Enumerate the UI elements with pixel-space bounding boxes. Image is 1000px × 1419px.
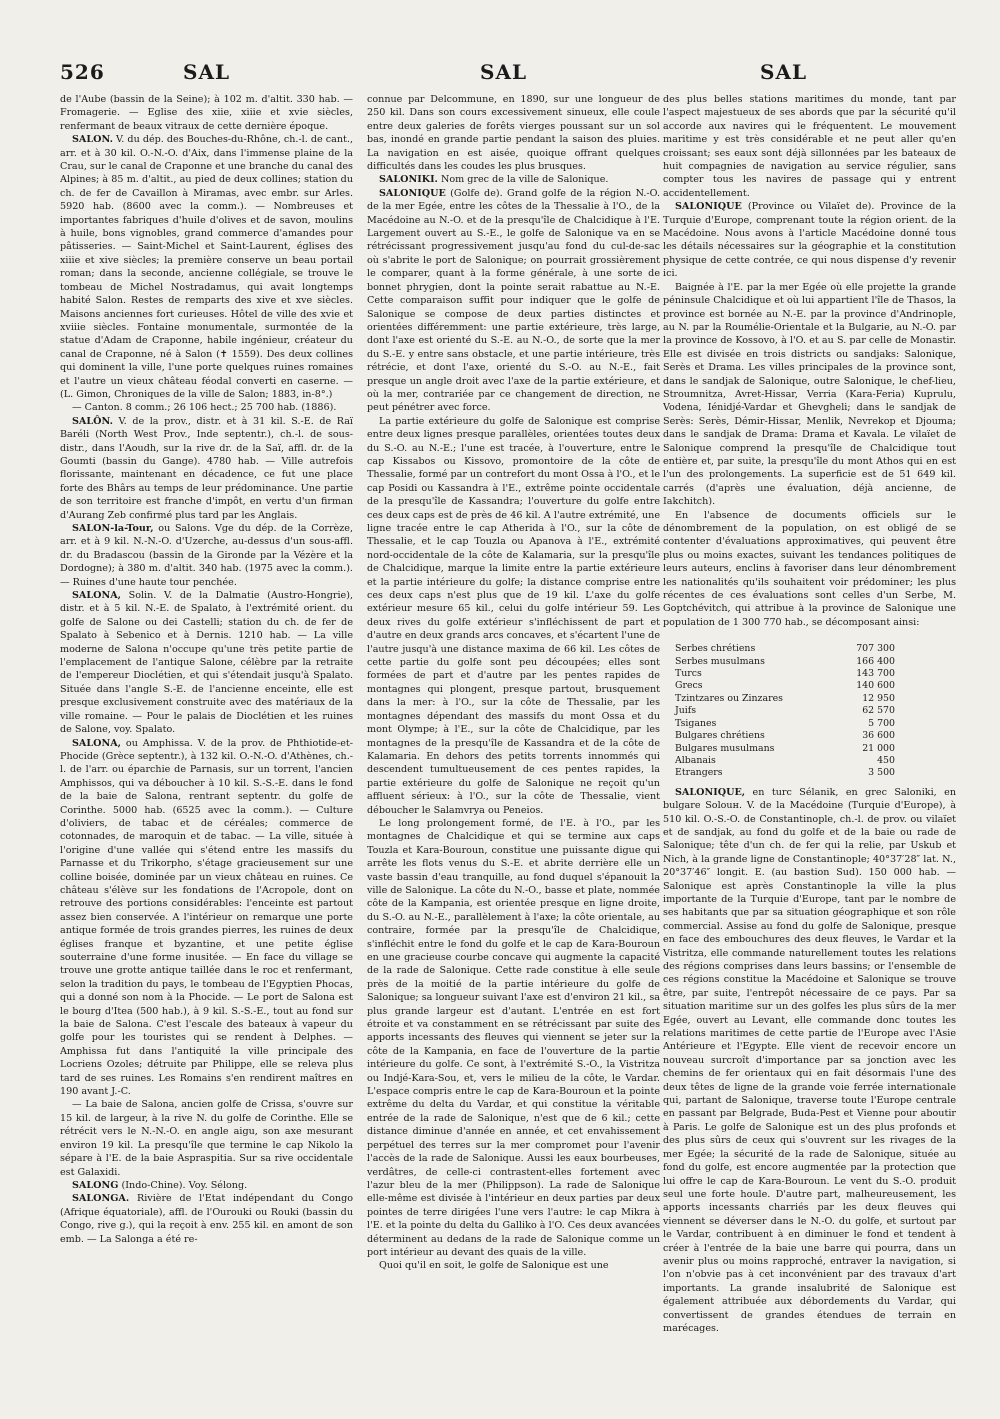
entry-text: en turc Sélanik, en grec Saloniki, en bulgare Solouн. V. de la Macédoine (Turquie d'Europe), à 510 kil. O.-S.-O. de Constantinople, ch.-l. de prov. ou vilaïet et de sandjak, au fond du golfe et de la baie ou rade de Salonique; tête d'un ch. de fer qui la relie, par Uskub et Nich, à la grande ligne de Constantinople; 40°37′28″ lat. N., 20°37′46″ longit. E. (au bastion Sud). 150 000 hab. — Salonique est après Constantinople la ville la plus importante de la Turquie d'Europe, tant par le nombre de ses habitants que par sa situation géographique et son rôle commercial. Assise au fond du golfe de Salonique, presque en face des embouchures des deux fleuves, le Vardar et la Vistritza, elle commande naturellement toutes les relations des régions comprises dans leurs bassins; or l'ensemble de ces régions constitue la Macédoine et Salonique se trouve être, par suite, l'entrepôt nécessaire de ce pays. Par sa situation maritime sur un des golfes les plus sûrs de la mer Egée, ouvert au Levant, elle commande donc toutes les relations maritimes de cette partie de l'Europe avec l'Asie Antérieure et l'Egypte. Elle vient de recevoir encore un nouveau surcroît d'importance par sa jonction avec les chemins de fer orientaux qui en fait désormais l'une des deux têtes de ligne de la grande voie ferrée internationale qui, partant de Salonique, traverse toute l'Europe centrale en passant par Belgrade, Buda-Pest et Vienne pour aboutir à Paris. Le golfe de Salonique est un des plus profonds et des plus sûrs de ceux qui s'ouvrent sur les rivages de la mer Egée; la sécurité de la rade de Salonique, située au fond du golfe, est encore augmentée par la protection que lui offre le cap de Kara-Bouroun. Le vent du S.-O. produit seul une forte houle. D'autre part, malheureusement, les apports incessants charriés par les deux fleuves qui viennent se déverser dans le N.-O. du golfe, et surtout par le Vardar, contribuent à en diminuer le fond et tendent à créer à l'entrée de la baie une barre qui pourra, dans un avenir plus ou moins rapproché, entraver la navigation, si l'on n'obvie pas à cet inconvénient par des travaux d'art importants. La grande insalubrité de Salonique est également attribuée aux débordements du Vardar, qui convertissent de grandes étendues de terrain en marécages. — [663, 786, 956, 1334]
running-head-center: SAL — [480, 60, 528, 84]
entry-headword: SALONIKI. — [379, 174, 438, 186]
population-row — [675, 730, 895, 742]
population-value: 166 400 — [856, 655, 895, 667]
running-head-right: SAL — [760, 60, 808, 84]
column-right-bottom — [663, 786, 956, 1336]
entry-text: Baignée à l'E. par la mer Egée où elle projette la grande péninsule Chalcidique et où lui appartient l'île de Thasos, la province est bornée au N.-E. par la province d'Andrinople, au N. par la Roumélie-Orientale et la Bulgarie, au N.-O. par la province de Kossovo, à l'O. et au S. par celle de Monastir. Elle est divisée en trois districts ou sandjaks: Salonique, Serès et Drama. Les villes principales de la province sont, dans le sandjak de Salonique, outre Salonique, le chef-lieu, Stroumnitza, Avret-Hissar, Verria (Kara-Feria) Kuprulu, Vodena, Iénidjé-Vardar et Ghevgheli; dans le sandjak de Serès: Serès, Démir-Hissar, Menlik, Nevrekop et Djouma; dans le sandjak de Drama: Drama et Kavala. Le vilaïet de Salonique comprend la presqu'île de Chalcidique tout entière et, par suite, la presqu'île du mont Athos qui en est l'un des prolongements. La superficie est de 51 649 kil. carrés (d'après une évaluation, déjà ancienne, de Iakchitch). — [663, 281, 956, 508]
population-label: Tsiganes — [675, 717, 717, 729]
dictionary-entry — [60, 133, 353, 401]
entry-text: de l'Aube (bassin de la Seine); à 102 m. d'altit. 330 hab. — Fromagerie. — Eglise des xiie, xiiie et xvie siècles, renfermant de beaux vitraux de cette dernière époque. — [60, 94, 353, 132]
entry-headword: SALONG — [72, 1179, 119, 1191]
page-number: 526 — [60, 60, 105, 84]
population-label: Serbes musulmans — [675, 655, 765, 667]
population-value: 12 950 — [862, 692, 895, 704]
population-label: Tzintzares ou Zinzares — [675, 692, 783, 704]
paragraph — [663, 281, 956, 509]
entry-text: (Golfe de). Grand golfe de la région N.-O. de la mer Egée, entre les côtes de la Thessalie à l'O., de la Macédoine au N.-O. et de la presqu'île de Chalcidique à l'E. Largement ouvert au S.-E., le golfe de Salonique va en se rétrécissant progressivement jusqu'au fond du cul-de-sac où s'abrite le port de Salonique; on pourrait grossièrement le comparer, quant à la forme générale, à une sorte de bonnet phrygien, dont la pointe serait rabattue au N.-E. Cette comparaison suffit pour indiquer que le golfe de Salonique se compose de deux parties distinctes et orientées différemment: une partie extérieure, très large, dont l'axe est orienté du S.-E. au N.-O., de sorte que la mer du S.-E. y entre sans obstacle, et une partie intérieure, très rétrécie, et dont l'axe, orienté du S.-O. au N.-E., fait presque un angle droit avec l'axe de la partie extérieure, et où la mer, contrariée par ce changement de direction, ne peut pénétrer avec force. — [367, 187, 660, 414]
population-label: Bulgares chrétiens — [675, 730, 765, 742]
paragraph — [663, 93, 956, 200]
population-row — [675, 743, 895, 755]
paragraph — [663, 509, 956, 630]
entry-text: Solin. V. de la Dalmatie (Austro-Hongrie), distr. et à 5 kil. N.-E. de Spalato, à l'extrémité orient. du golfe de Salone ou dei Castelli; station du ch. de fer de Spalato à Sebenico et à Dernis. 1210 hab. — La ville moderne de Salona n'occupe qu'une très petite partie de l'emplacement de l'antique Salone, célèbre par la retraite de l'empereur Dioclétien, et qui s'étendait jusqu'à Spalato. Située dans l'angle S.-E. de l'ancienne enceinte, elle est presque exclusivement construite avec des matériaux de la ville romaine. — Pour le palais de Dioclétien et les ruines de Salone, voy. Spalato. — [60, 590, 353, 736]
dictionary-entry — [367, 173, 660, 186]
population-value: 140 600 — [856, 680, 895, 692]
entry-headword: SALÔN. — [72, 415, 113, 427]
dictionary-entry — [60, 1179, 353, 1192]
population-row — [675, 680, 895, 692]
population-row — [675, 755, 895, 767]
entry-headword: SALONA, — [72, 590, 122, 602]
entry-headword: SALONA, — [72, 737, 122, 749]
entry-text: — Canton. 8 comm.; 26 106 hect.; 25 700 hab. (1886). — [72, 402, 337, 414]
entry-headword: SALONIQUE — [379, 187, 446, 199]
entry-text: (Province ou Vilaïet de). Province de la Turquie d'Europe, comprenant toute la région orient. de la Macédoine. Nous avons à l'article Macédoine donné tous les détails nécessaires sur la géographie et la constitution physique de cette contrée, ce qui nous dispense d'y revenir ici. — [663, 201, 956, 280]
paragraph — [60, 1098, 353, 1178]
entry-headword: SALONIQUE, — [675, 786, 746, 798]
population-table — [675, 643, 895, 779]
population-row — [675, 718, 895, 730]
entry-text: Nom grec de la ville de Salonique. — [437, 174, 609, 186]
entry-text: ou Salons. Vge du dép. de la Corrèze, arr. et à 9 kil. N.-N.-O. d'Uzerche, au-dessus d'un sous-affl. dr. du Bradascou (bassin de la Gironde par la Vézère et la Dordogne); à 380 m. d'altit. 340 hab. (1975 avec la comm.). — Ruines d'une haute tour penchée. — [60, 523, 353, 588]
population-value: 450 — [877, 754, 895, 766]
entry-text: En l'absence de documents officiels sur le dénombrement de la population, on est obligé de se contenter d'évaluations approximatives, qui peuvent être plus ou moins exactes, suivant les tendances politiques de leurs auteurs, enclins à favoriser dans leur dénombrement les nationalités qu'ils souhaitent voir prédominer; les plus récentes de ces évaluations sont celles d'un Serbe, M. Goptchévitch, qui attribue à la province de Salonique une population de 1 300 770 hab., se décomposant ainsi: — [663, 509, 956, 628]
paragraph — [367, 1259, 660, 1272]
population-value: 707 300 — [856, 643, 895, 655]
dictionary-entry — [663, 200, 956, 280]
population-label: Turcs — [675, 668, 702, 680]
entry-text: des plus belles stations maritimes du monde, tant par l'aspect majestueux de ses abords que par la sécurité qu'il accorde aux navires qui le fréquentent. Le mouvement maritime y est très considérable et ne peut aller qu'en croissant; ses eaux sont déjà sillonnées par les bateaux de huit compagnies de navigation au service régulier, sans compter tous les navires de passage qui y entrent accidentellement. — [663, 94, 956, 199]
entry-text: — La baie de Salona, ancien golfe de Crissa, s'ouvre sur 15 kil. de largeur, à la rive N. du golfe de Corinthe. Elle se rétrécit vers le N.-N.-O. en angle aigu, son axe mesurant environ 19 kil. La presqu'île que termine le cap Nikolo la sépare à l'E. de la baie Aspraspitia. Sur sa rive occidentale est Galaxidi. — [60, 1099, 353, 1178]
entry-text: V. du dép. des Bouches-du-Rhône, ch.-l. de cant., arr. et à 30 kil. O.-N.-O. d'Aix, dans l'immense plaine de la Crau, sur le canal de Craponne et une branche du canal des Alpines; à 85 m. d'altit., au pied de deux collines; station du ch. de fer de Cavaillon à Miramas, avec embr. sur Arles. 5920 hab. (8600 avec la comm.). — Nombreuses et importantes fabriques d'huile d'olives et de savon, moulins à huile, bons vignobles, grand commerce d'amandes pour pâtisseries. — Saint-Michel et Saint-Laurent, églises des xiiie et xive siècles; la première conserve un beau portail roman; dans la seconde, ancienne collégiale, se trouve le tombeau de Michel Nostradamus, qui avait longtemps habité Salon. Restes de remparts des xive et xve siècles. Maisons anciennes fort curieuses. Hôtel de ville des xvie et xviiie siècles. Fontaine monumentale, surmontée de la statue d'Adam de Craponne, habile ingénieur, créateur du canal de Craponne, né à Salon (✝ 1559). Des deux collines qui dominent la ville, l'une porte quelques ruines romaines et l'autre un vieux château féodal converti en caserne. — (L. Gimon, Chroniques de la ville de Salon; 1883, in-8°.) — [60, 134, 353, 400]
population-label: Etrangers — [675, 767, 723, 779]
paragraph — [367, 93, 660, 173]
paragraph — [367, 415, 660, 817]
entry-text: ou Amphissa. V. de la prov. de Phthiotide-et-Phocide (Grèce septentr.), à 132 kil. O.-N.-O. d'Athènes, ch.-l. de l'arr. ou éparchie de Parnasis, sur un torrent, l'ancien Amphissos, qui va déboucher à 10 kil. S.-S.-E. dans le fond de la baie de Salona, rentrant septentr. du golfe de Corinthe. 5000 hab. (6525 avec la comm.). — Culture d'oliviers, de tabac et de céréales; commerce de cotonnades, de maroquin et de tabac. — La ville, située à l'origine d'une vallée qui s'étend entre les massifs du Parnasse et du Trikorpho, s'étage gracieusement sur une colline boisée, dominée par un vieux château en ruines. Ce château s'élève sur les fondations de l'Acropole, dont on retrouve des portions considérables: l'enceinte est partout assez bien conservée. A l'intérieur on remarque une porte antique formée de trois grandes pierres, les ruines de deux églises franque et byzantine, et une petite église souterraine d'une forme inusitée. — En face du village se trouve une grotte antique taillée dans le roc et renfermant, selon la tradition du pays, le tombeau de l'Egyptien Phocas, qui a donné son nom à la Phocide. — Le port de Salona est le bourg d'Itea (500 hab.), à 9 kil. S.-S.-E., tout au fond sur la baie de Salona. C'est l'escale des bateaux à vapeur du golfe pour les touristes qui se rendent à Delphes. — Amphissa fut dans l'antiquité la ville principale des Locriens Ozoles; détruite par Philippe, elle se releva plus tard de ses ruines. Les Romains s'en rendirent maîtres en 190 avant J.-C. — [60, 737, 353, 1098]
dictionary-entry — [663, 786, 956, 1336]
dictionary-entry — [60, 737, 353, 1099]
entry-headword: SALON-la-Tour, — [72, 523, 154, 534]
population-row — [675, 656, 895, 668]
population-value: 5 700 — [868, 717, 895, 729]
entry-text: Le long prolongement formé, de l'E. à l'O., par les montagnes de Chalcidique et qui se termine aux caps Touzla et Kara-Bouroun, constitue une puissante digue qui arrête les flots venus du S.-E. et abrite derrière elle un vaste bassin d'eau tranquille, au fond duquel s'épanouit la ville de Salonique. La côte du N.-O., basse et plate, nommée côte de la Kampania, est orientée presque en ligne droite, du S.-O. au N.-E., parallèlement à l'axe; la côte orientale, au contraire, formée par la presqu'île de Chalcidique, s'infléchit entre le fond du golfe et le cap de Kara-Bouroun en une gracieuse courbe concave qui augmente la capacité de la rade de Salonique. Cette rade constitue à elle seule près de la moitié de la partie intérieure du golfe de Salonique; sa longueur suivant l'axe est d'environ 21 kil., sa plus grande largeur est d'autant. L'entrée en est fort étroite et va constamment en se rétrécissant par suite des apports incessants des fleuves qui viennent se jeter sur la côte de la Kampania, en face de l'ouverture de la partie intérieure du golfe. Ce sont, à l'extrémité S.-O., la Vistritza ou Indjé-Kara-Sou, et, vers le milieu de la côte, le Vardar. L'espace compris entre le cap de Kara-Bouroun et la pointe extrême du delta du Vardar, et qui constitue la véritable entrée de la rade de Salonique, n'est que de 6 kil.; cette distance diminue d'année en année, et cet envahissement perpétuel des terres sur la mer compromet pour l'avenir l'accès de la rade de Salonique. Aussi les eaux bourbeuses, verdâtres, de celle-ci contrastent-elles fortement avec l'azur bleu de la mer (Philippson). La rade de Salonique elle-même est divisée à l'intérieur en deux parties par deux pointes de terre dirigées l'une vers l'autre: le cap Mikra à l'E. et la pointe du delta du Galliko à l'O. Ces deux avancées déterminent au dedans de la rade de Salonique comme un port intérieur au devant des quais de la ville. — [367, 817, 660, 1258]
population-value: 36 600 — [862, 730, 895, 742]
paragraph — [367, 817, 660, 1259]
population-row — [675, 705, 895, 717]
column-left — [60, 93, 353, 1363]
population-label: Serbes chrétiens — [675, 643, 756, 655]
entry-text: Quoi qu'il en soit, le golfe de Salonique est une — [379, 1260, 609, 1272]
paragraph — [60, 93, 353, 133]
entry-text: (Indo-Chine). Voy. Sélong. — [118, 1179, 248, 1191]
entry-text: Rivière de l'Etat indépendant du Congo (Afrique équatoriale), affl. de l'Ourouki ou Rouki (bassin du Congo, rive g.), qui la reçoit à env. 255 kil. en amont de son emb. — La Salonga a été re- — [60, 1193, 353, 1245]
population-value: 62 570 — [862, 705, 895, 717]
dictionary-entry — [60, 415, 353, 522]
population-value: 143 700 — [856, 668, 895, 680]
population-row — [675, 767, 895, 779]
population-value: 3 500 — [868, 767, 895, 779]
entry-text: connue par Delcommune, en 1890, sur une longueur de 250 kil. Dans son cours excessivement sinueux, elle coule entre deux galeries de forêts vierges poussant sur un sol bas, inondé en grande partie pendant la saison des pluies. La navigation en est aisée, quoique offrant quelques difficultés dans les coudes les plus brusques. — [367, 94, 660, 173]
entry-headword: SALONIQUE — [675, 201, 742, 213]
entry-headword: SALONGA. — [72, 1193, 130, 1205]
population-row — [675, 668, 895, 680]
entry-headword: SALON. — [72, 134, 113, 146]
dictionary-entry — [60, 522, 353, 589]
dictionary-entry — [367, 187, 660, 415]
population-label: Juifs — [675, 705, 697, 717]
column-right-top — [663, 93, 956, 629]
dictionary-entry — [60, 589, 353, 736]
population-row — [675, 643, 895, 655]
population-value: 21 000 — [862, 742, 895, 754]
running-head-left: SAL — [183, 60, 231, 84]
entry-text: V. de la prov., distr. et à 31 kil. S.-E. de Raï Baréli (North West Prov., Inde septentr.), ch.-l. de sous-distr., dans l'Aoudh, sur la rive dr. de la Saï, affl. dr. de la Goumti (bassin du Gange). 4780 hab. — Ville autrefois florissante, maintenant en décadence, ce fut une place forte des Bhârs au temps de leur prédominance. Une partie de son territoire est franche d'impôt, en vertu d'un firman d'Aurang Zeb confirmé plus tard par les Anglais. — [60, 415, 353, 521]
paragraph — [60, 401, 353, 414]
population-row — [675, 693, 895, 705]
entry-text: La partie extérieure du golfe de Salonique est comprise entre deux lignes presque parallèles, orientées toutes deux du S.-O. au N.-E.; l'une est tracée, à l'ouverture, entre le cap Kissabos ou Kissovo, promontoire de la côte de Thessalie, formé par un contrefort du mont Ossa à l'O., et le cap Posidi ou Kassandra à l'E., extrême pointe occidentale de la presqu'île de Kassandra; l'ouverture du golfe entre ces deux caps est de près de 46 kil. A l'autre extrémité, une ligne tracée entre le cap Atherida à l'O., sur la côte de Thessalie, et le cap Touzla ou Apanova à l'E., extrémité nord-occidentale de la côte de Kalamaria, sur la presqu'île de Chalcidique, marque la limite entre la partie extérieure et la partie intérieure du golfe; la distance comprise entre ces deux caps n'est plus que de 19 kil. L'axe du golfe extérieur mesure 65 kil., celui du golfe intérieur 59. Les deux rives du golfe extérieur s'infléchissent de part et d'autre en deux grands arcs concaves, et s'écartent l'une de l'autre jusqu'à une distance maxima de 66 kil. Les côtes de cette partie du golfe sont peu découpées; elles sont formées de part et d'autre par les pentes rapides de montagnes qui plongent, presque partout, brusquement dans la mer: à l'O., sur la côte de Thessalie, par les montagnes dépendant des massifs du mont Ossa et du mont Olympe; à l'E., sur la côte de Chalcidique, par les montagnes de la presqu'île de Kassandra et de la côte de Kalamaria. En dehors des petits torrents innommés qui descendent tumultueusement de ces pentes rapides, la partie extérieure du golfe de Salonique ne reçoit qu'un affluent sérieux: à l'O., sur la côte de Thessalie, vient déboucher le Salamvrya ou Peneios. — [367, 415, 660, 816]
population-label: Bulgares musulmans — [675, 742, 775, 754]
population-label: Albanais — [675, 754, 716, 766]
population-label: Grecs — [675, 680, 703, 692]
dictionary-entry — [60, 1192, 353, 1246]
column-middle — [367, 93, 660, 1363]
column-right — [663, 93, 956, 1363]
